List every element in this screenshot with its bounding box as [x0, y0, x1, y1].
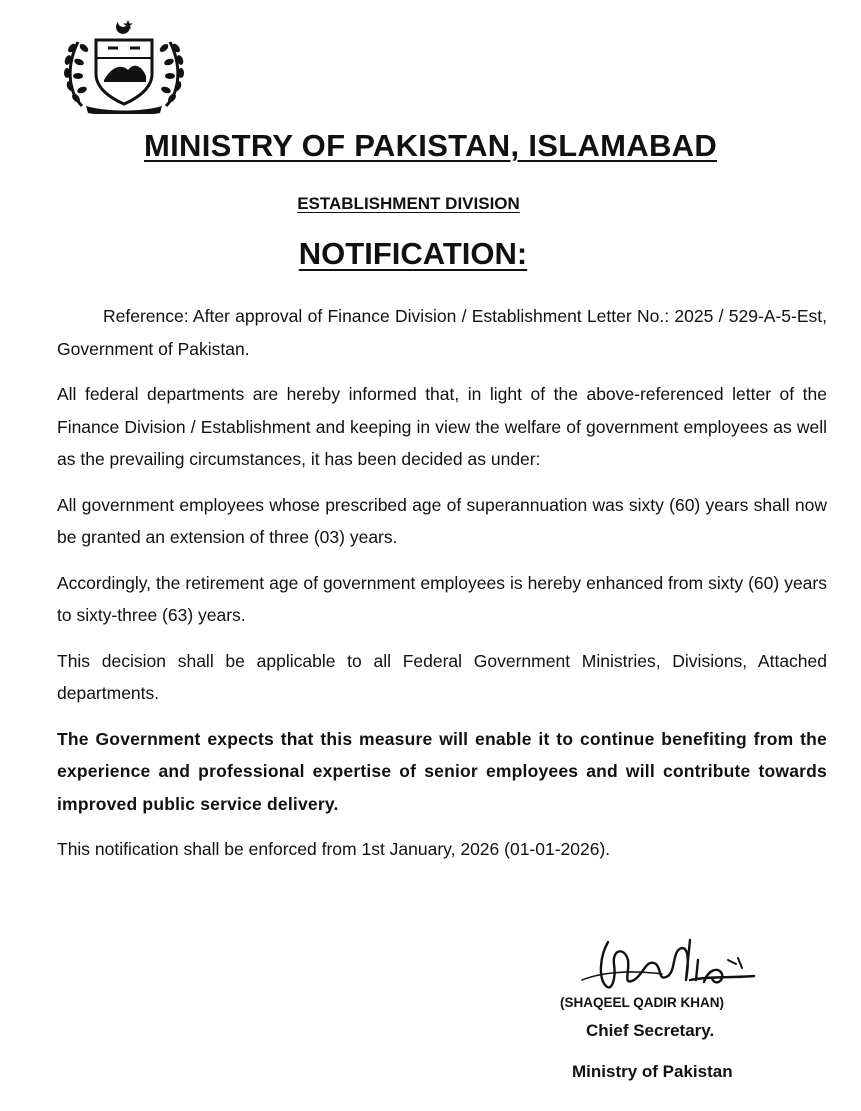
signature-icon [572, 920, 762, 1000]
closing-paragraph: This notification shall be enforced from 1st January, 2026 (01-01-2026). [57, 839, 611, 859]
signatory-ministry: Ministry of Pakistan [572, 1062, 733, 1081]
body-paragraph: This decision shall be applicable to all Federal Government Ministries, Divisions, Attached departments. [57, 650, 827, 703]
notification-body [57, 300, 827, 879]
signatory-name: (SHAQEEL QADIR KHAN) [560, 995, 725, 1010]
reference-paragraph: Reference: After approval of Finance Division / Establishment Letter No.: 2025 / 529-A-5-Est, Government of Pakistan. [57, 306, 827, 359]
government-emblem-icon [62, 18, 186, 114]
notification-title-text: NOTIFICATION: [298, 236, 528, 271]
signature-block [550, 920, 790, 1090]
body-paragraph: All government employees whose prescribed age of superannuation was sixty (60) years shall now be granted an extension of three (03) years. [57, 494, 827, 547]
emphasis-paragraph: The Government expects that this measure will enable it to continue benefiting from the experience and professional expertise of senior employees and will contribute towards improved public service delivery. [57, 728, 827, 814]
division-heading [0, 194, 817, 214]
ministry-title-text: MINISTRY OF PAKISTAN, ISLAMABAD [143, 128, 718, 163]
body-paragraph: All federal departments are hereby informed that, in light of the above-referenced letter of the Finance Division / Establishment and keeping in view the welfare of government employees as well as the prevailing circumstances, it has been decided as under: [57, 384, 827, 469]
division-heading-text: ESTABLISHMENT DIVISION [297, 194, 520, 213]
ministry-title [0, 128, 861, 164]
body-paragraph: Accordingly, the retirement age of government employees is hereby enhanced from sixty (60) years to sixty-three (63) years. [57, 572, 827, 625]
signatory-title: Chief Secretary. [586, 1021, 715, 1040]
notification-title [0, 236, 826, 272]
